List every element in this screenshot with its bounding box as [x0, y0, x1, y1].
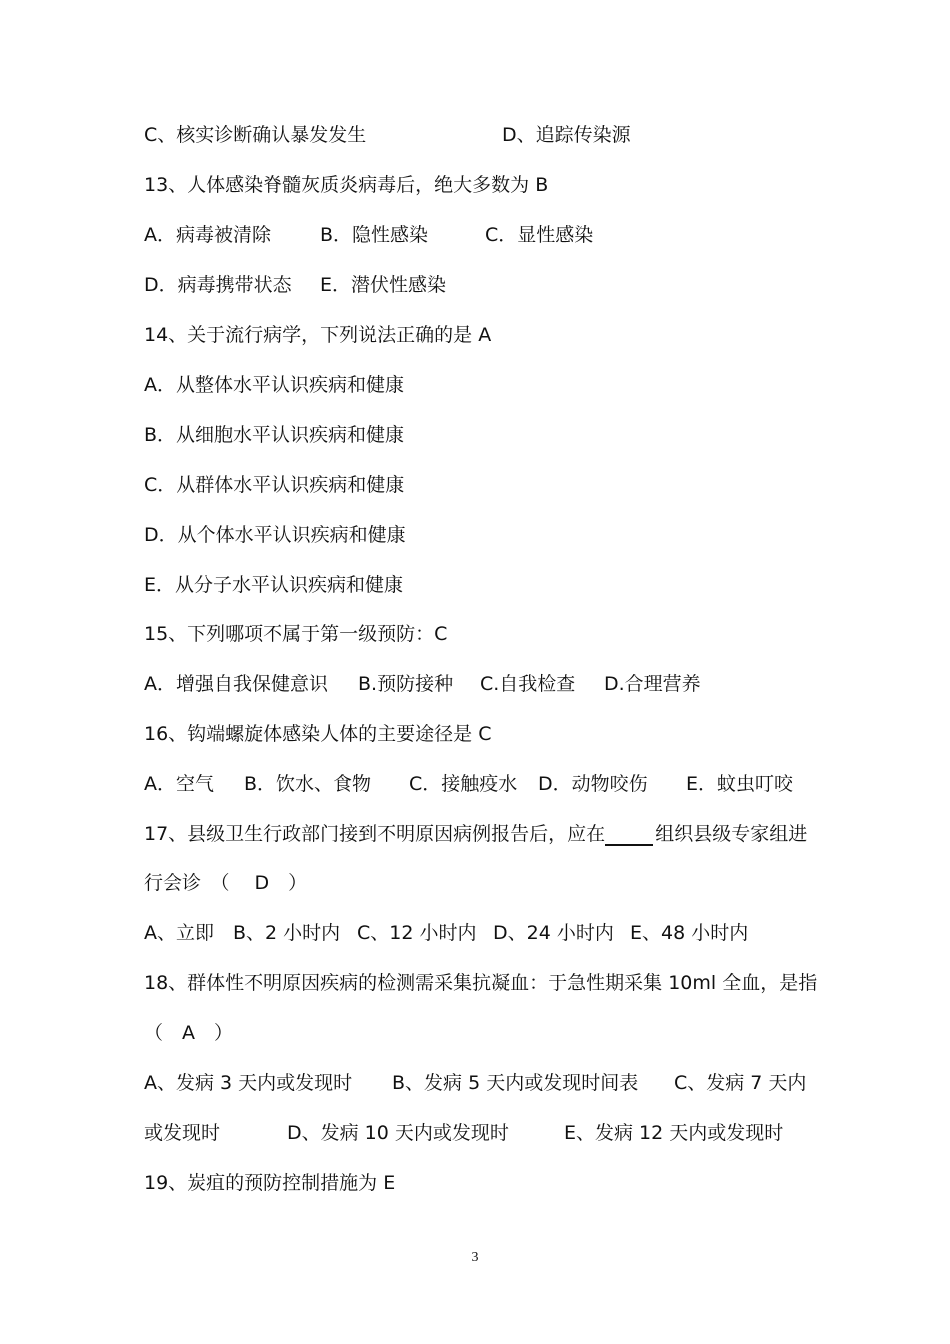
question-18-line-2: （ A ） — [144, 1022, 233, 1044]
question-14-option-c: C．从群体水平认识疾病和健康 — [144, 474, 405, 496]
option-e: E．潜伏性感染 — [320, 274, 447, 296]
option-d: D.合理营养 — [604, 673, 701, 695]
question-17 — [144, 822, 807, 846]
option-c: C．接触疫水 — [409, 773, 518, 795]
option-b: B．饮水、食物 — [244, 773, 372, 795]
option-c: C．显性感染 — [485, 224, 594, 246]
question-17-text-1: 17、县级卫生行政部门接到不明原因病例报告后，应在 — [144, 823, 606, 845]
option-d: D．病毒携带状态 — [144, 274, 292, 296]
page-number: 3 — [471, 1250, 479, 1265]
question-14-option-a: A．从整体水平认识疾病和健康 — [144, 374, 404, 396]
option-a: A．病毒被清除 — [144, 224, 271, 246]
question-19: 19、炭疽的预防控制措施为 E — [144, 1172, 396, 1194]
answer-blank — [605, 822, 653, 846]
question-14-option-b: B．从细胞水平认识疾病和健康 — [144, 424, 405, 446]
option-c: C.自我检查 — [480, 673, 576, 695]
option-b: B.预防接种 — [358, 673, 454, 695]
option-c: C、核实诊断确认暴发发生 — [144, 124, 367, 146]
option-e: E．蚊虫叮咬 — [686, 773, 794, 795]
option-c: C、12 小时内 — [357, 922, 477, 944]
question-14-option-e: E．从分子水平认识疾病和健康 — [144, 574, 404, 596]
option-e: E、48 小时内 — [630, 922, 749, 944]
option-c-continued: 或发现时 — [144, 1122, 221, 1144]
option-b: B．隐性感染 — [320, 224, 429, 246]
option-d: D、发病 10 天内或发现时 — [287, 1122, 509, 1144]
option-b: B、2 小时内 — [233, 922, 341, 944]
question-14: 14、关于流行病学，下列说法正确的是 A — [144, 324, 492, 346]
option-c: C、发病 7 天内 — [674, 1072, 807, 1094]
option-a: A．空气 — [144, 773, 214, 795]
question-13: 13、人体感染脊髓灰质炎病毒后，绝大多数为 B — [144, 174, 549, 196]
question-18: 18、群体性不明原因疾病的检测需采集抗凝血：于急性期采集 10ml 全血，是指 — [144, 972, 818, 994]
question-17-text-2: 组织县级专家组进 — [655, 823, 808, 845]
option-a: A．增强自我保健意识 — [144, 673, 328, 695]
option-a: A、立即 — [144, 922, 214, 944]
option-e: E、发病 12 天内或发现时 — [564, 1122, 784, 1144]
question-16: 16、钩端螺旋体感染人体的主要途径是 C — [144, 723, 492, 745]
option-b: B、发病 5 天内或发现时间表 — [392, 1072, 639, 1094]
question-14-option-d: D．从个体水平认识疾病和健康 — [144, 524, 406, 546]
question-17-line-2: 行会诊 （ D ） — [144, 872, 308, 894]
option-d: D、追踪传染源 — [502, 124, 631, 146]
question-15: 15、下列哪项不属于第一级预防：C — [144, 623, 448, 645]
option-d: D、24 小时内 — [493, 922, 614, 944]
option-a: A、发病 3 天内或发现时 — [144, 1072, 353, 1094]
option-d: D．动物咬伤 — [538, 773, 648, 795]
